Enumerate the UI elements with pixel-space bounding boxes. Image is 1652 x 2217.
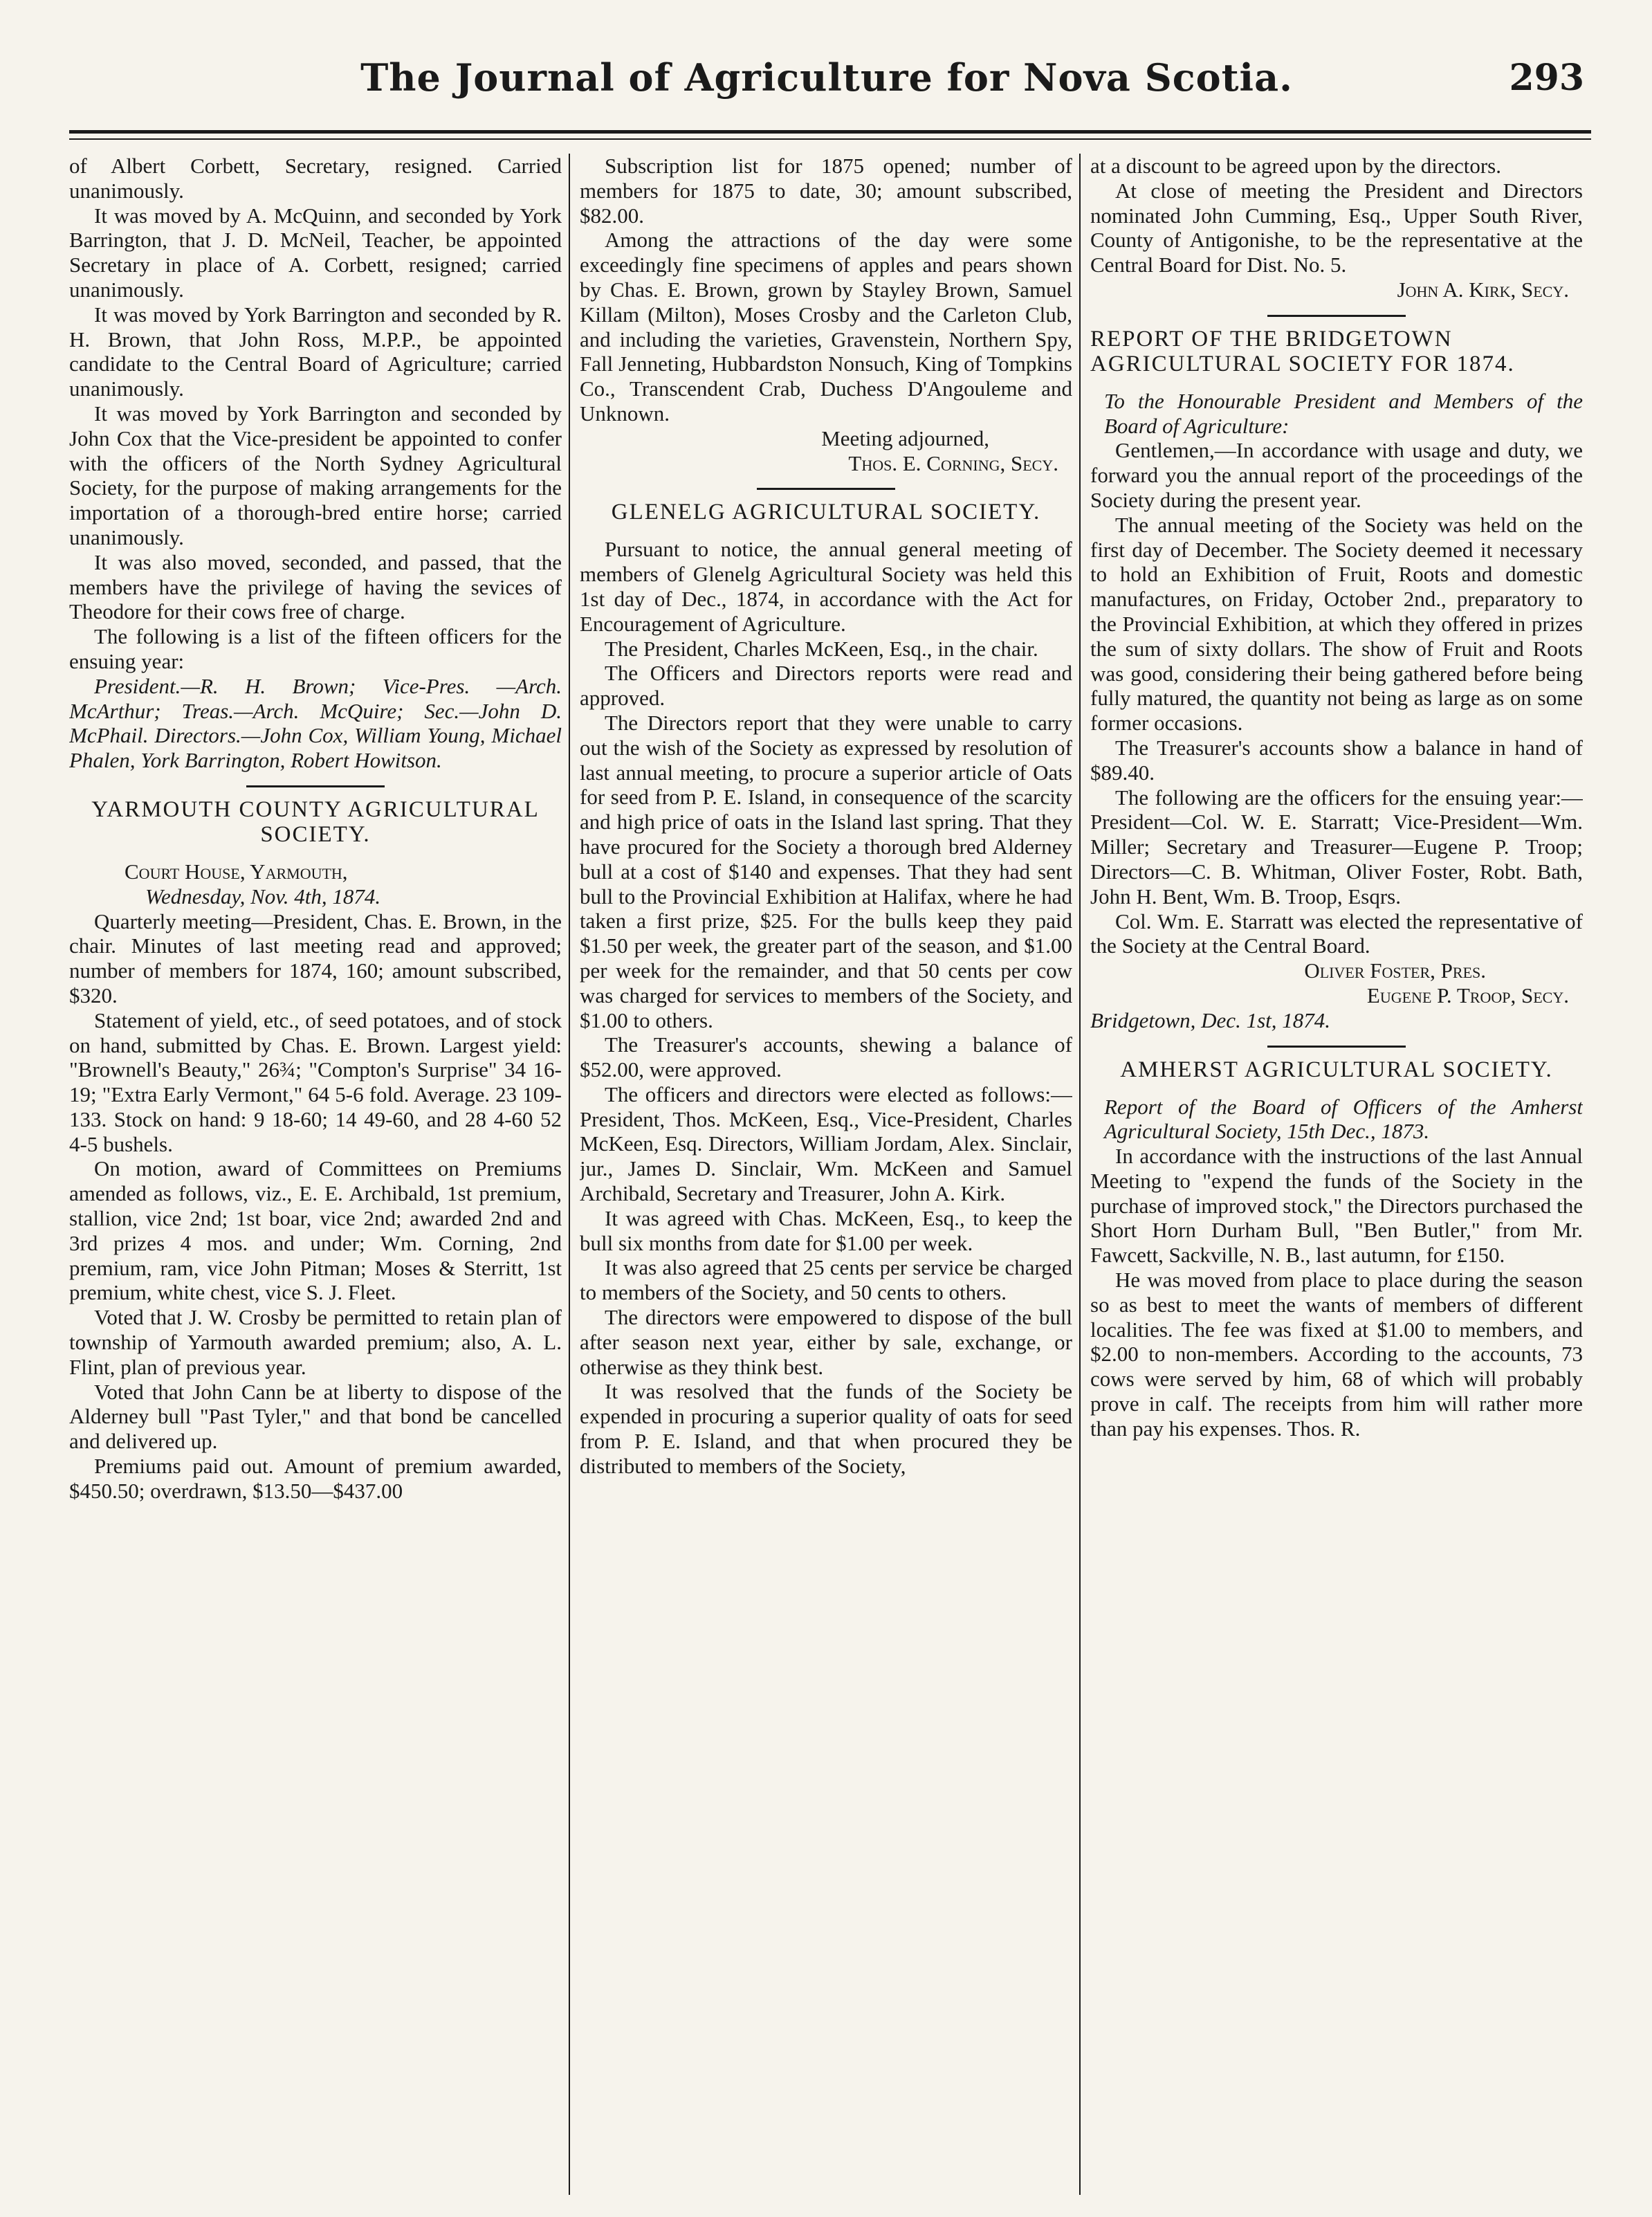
paragraph: On motion, award of Committees on Premiums amended as follows, viz., E. E. Archibald, 1st premium, stallion, vice 2nd; 1st boar, vice 2nd; awarded 2nd and 3rd prizes 4 mos. and under; Wm. Corning, 2nd premium, ram, vice John Pitman; Moses & Sterritt, 1st premium, white chest, vice S. J. Fleet.	[69, 1156, 562, 1305]
paragraph: at a discount to be agreed upon by the directors.	[1090, 154, 1501, 178]
section-title-glenelg: GLENELG AGRICULTURAL SOCIETY.	[611, 500, 1041, 525]
paragraph: Subscription list for 1875 opened; number of members for 1875 to date, 30; amount subscribed, $82.00.	[580, 154, 1072, 228]
paragraph: Gentlemen,—In accordance with usage and duty, we forward you the annual report of the proceedings of the Society during the present year.	[1090, 438, 1583, 512]
paragraph: He was moved from place to place during the season so as best to meet the wants of members of different localities. The fee was fixed at $1.00 to members, and $2.00 to non-members. According to the accounts, 73 cows were served by him, 68 of which will probably prove in calf. The receipts from him will rather more than pay his expenses. Thos. R.	[1090, 1268, 1583, 1441]
paragraph: The Treasurer's accounts, shewing a balance of $52.00, were approved.	[580, 1032, 1072, 1082]
section-divider	[246, 785, 385, 787]
paragraph: It was also moved, seconded, and passed, that the members have the privilege of having the sevices of Theodore for their cows free of charge.	[69, 549, 562, 624]
paragraph: Voted that John Cann be at liberty to dispose of the Alderney bull "Past Tyler," and that bond be cancelled and delivered up.	[69, 1379, 562, 1454]
section-divider	[1267, 315, 1406, 317]
paragraph: The directors were empowered to dispose of the bull after season next year, either by sale, exchange, or otherwise as they think best.	[580, 1305, 1072, 1379]
section-title-yarmouth: YARMOUTH COUNTY AGRICULTURAL SOCIETY.	[91, 796, 540, 847]
paragraph: The Officers and Directors reports were read and approved.	[580, 661, 1072, 711]
paragraph: It was also agreed that 25 cents per service be charged to members of the Society, and 50 cents to others.	[580, 1255, 1072, 1305]
dateline-date: Wednesday, Nov. 4th, 1874.	[145, 884, 381, 909]
paragraph: The officers and directors were elected as follows:—President, Thos. McKeen, Esq., Vice-President, Charles McKeen, Esq. Directors, William Jordam, Alex. Sinclair, jur., James D. Sinclair, Wm. McKeen and Samuel Archibald, Secretary and Treasurer, John A. Kirk.	[580, 1082, 1072, 1206]
paragraph: The annual meeting of the Society was held on the first day of December. The Society deemed it necessary to hold an Exhibition of Fruit, Roots and domestic manufactures, on Friday, October 2nd., preparatory to the Provincial Exhibition, at which they offered in prizes the sum of sixty dollars. The show of Fruit and Roots was good, considering their being gathered before being fully matured, the quantity not being as large as on some former occasions.	[1090, 512, 1583, 736]
dateline: Bridgetown, Dec. 1st, 1874.	[1090, 1007, 1330, 1032]
paragraph: The President, Charles McKeen, Esq., in the chair.	[605, 636, 1038, 661]
signature: Thos. E. Corning, Secy.	[848, 450, 1058, 475]
paragraph: It was resolved that the funds of the Society be expended in procuring a superior quality of oats for seed from P. E. Island, and that when procured they be distributed to members of the Society,	[580, 1379, 1072, 1478]
signature: Eugene P. Troop, Secy.	[1366, 983, 1569, 1007]
paragraph: Col. Wm. E. Starratt was elected the representative of the Society at the Central Board.	[1090, 909, 1583, 958]
address-line: To the Honourable President and Members of the Board of Agriculture:	[1104, 388, 1583, 438]
paragraph: It was moved by York Barrington and seconded by R. H. Brown, that John Ross, M.P.P., be appointed candidate to the Central Board of Agriculture; carried unanimously.	[69, 302, 562, 401]
column-divider	[569, 154, 570, 2195]
officers-list: President.—R. H. Brown; Vice-Pres. —Arch. McArthur; Treas.—Arch. McQuire; Sec.—John D. McPhail. Directors.—John Cox, William Young, Michael Phalen, York Barrington, Robert Howitson.	[69, 673, 562, 773]
section-divider	[1267, 1046, 1406, 1048]
section-title-bridgetown: REPORT OF THE BRIDGETOWN AGRICULTURAL SOCIETY FOR 1874.	[1090, 326, 1515, 376]
journal-title: The Journal of Agriculture for Nova Scotia.	[360, 55, 1293, 100]
column-2	[580, 154, 1072, 2195]
paragraph: The following are the officers for the ensuing year:—President—Col. W. E. Starratt; Vice-President—Wm. Miller; Secretary and Treasurer—Eugene P. Troop; Directors—C. B. Whitman, Oliver Foster, Robt. Bath, John H. Bent, Wm. B. Troop, Esqrs.	[1090, 785, 1583, 909]
paragraph: The following is a list of the fifteen officers for the ensuing year:	[69, 624, 562, 673]
paragraph: Pursuant to notice, the annual general meeting of members of Glenelg Agricultural Society was held this 1st day of Dec., 1874, in accordance with the Act for Encouragement of Agriculture.	[580, 537, 1072, 636]
paragraph: It was agreed with Chas. McKeen, Esq., to keep the bull six months from date for $1.00 per week.	[580, 1205, 1072, 1255]
header-rule	[69, 130, 1591, 134]
paragraph: The Treasurer's accounts show a balance in hand of $89.40.	[1090, 735, 1583, 785]
paragraph: Quarterly meeting—President, Chas. E. Brown, in the chair. Minutes of last meeting read and approved; number of members for 1874, 160; amount subscribed, $320.	[69, 909, 562, 1007]
paragraph: Premiums paid out. Amount of premium awarded, $450.50; overdrawn, $13.50—$437.00	[69, 1454, 562, 1503]
signature: John A. Kirk, Secy.	[1397, 277, 1569, 302]
paragraph: of Albert Corbett, Secretary, resigned. Carried unanimously.	[69, 154, 562, 203]
paragraph: At close of meeting the President and Directors nominated John Cumming, Esq., Upper South River, County of Antigonishe, to be the representative at the Central Board for Dist. No. 5.	[1090, 178, 1583, 277]
paragraph: In accordance with the instructions of the last Annual Meeting to "expend the funds of the Society in the purchase of improved stock," the Directors purchased the Short Horn Durham Bull, "Ben Butler," from Mr. Fawcett, Sackville, N. B., last autumn, for £150.	[1090, 1144, 1583, 1268]
column-1	[69, 154, 562, 2195]
dateline: Court House, Yarmouth,	[125, 859, 348, 884]
column-divider	[1079, 154, 1081, 2195]
page-number: 293	[1509, 57, 1584, 99]
paragraph: The Directors report that they were unable to carry out the wish of the Society as expressed by resolution of last annual meeting, to procure a superior article of Oats for seed from P. E. Island, in consequence of the scarcity and high price of oats in the Island last spring. That they have procured for the Society a thorough bred Alderney bull at a cost of $140 and expenses. That they had sent bull to the Provincial Exhibition at Halifax, where he had taken a first prize, $25. For the bulls keep they paid $1.50 per week, the greater part of the season, and $1.00 per week for the remainder, and that 50 cents per cow was charged for services to members of the Society, and $1.00 to others.	[580, 710, 1072, 1032]
column-3	[1090, 154, 1583, 2195]
signature: Oliver Foster, Pres.	[1304, 958, 1486, 983]
paragraph: Statement of yield, etc., of seed potatoes, and of stock on hand, submitted by Chas. E. Brown. Largest yield: "Brownell's Beauty," 26¾; "Compton's Surprise" 34 16-19; "Extra Early Vermont," 64 5-6 fold. Average. 23 109-133. Stock on hand: 9 18-60; 14 49-60, and 28 4-60 52 4-5 bushels.	[69, 1007, 562, 1156]
paragraph: Voted that J. W. Crosby be permitted to retain plan of township of Yarmouth awarded premium; also, A. L. Flint, plan of previous year.	[69, 1305, 562, 1379]
section-title-amherst: AMHERST AGRICULTURAL SOCIETY.	[1120, 1057, 1553, 1082]
page-header	[69, 42, 1584, 125]
adjourned-note: Meeting adjourned,	[821, 426, 989, 450]
paragraph: It was moved by York Barrington and seconded by John Cox that the Vice-president be appointed to confer with the officers of the North Sydney Agricultural Society, for the purpose of making arrangements for the importation of a thorough-bred entire horse; carried unanimously.	[69, 401, 562, 549]
header-rule-thin	[69, 138, 1591, 140]
section-divider	[757, 488, 895, 490]
report-heading: Report of the Board of Officers of the Amherst Agricultural Society, 15th Dec., 1873.	[1104, 1094, 1583, 1144]
paragraph: Among the attractions of the day were some exceedingly fine specimens of apples and pears shown by Chas. E. Brown, grown by Stayley Brown, Samuel Killam (Milton), Moses Crosby and the Carleton Club, and including the varieties, Gravenstein, Northern Spy, Fall Jenneting, Hubbardston Nonsuch, King of Tompkins Co., Transcendent Crab, Duchess D'Angouleme and Unknown.	[580, 228, 1072, 426]
paragraph: It was moved by A. McQuinn, and seconded by York Barrington, that J. D. McNeil, Teacher, be appointed Secretary in place of A. Corbett, resigned; carried unanimously.	[69, 203, 562, 302]
